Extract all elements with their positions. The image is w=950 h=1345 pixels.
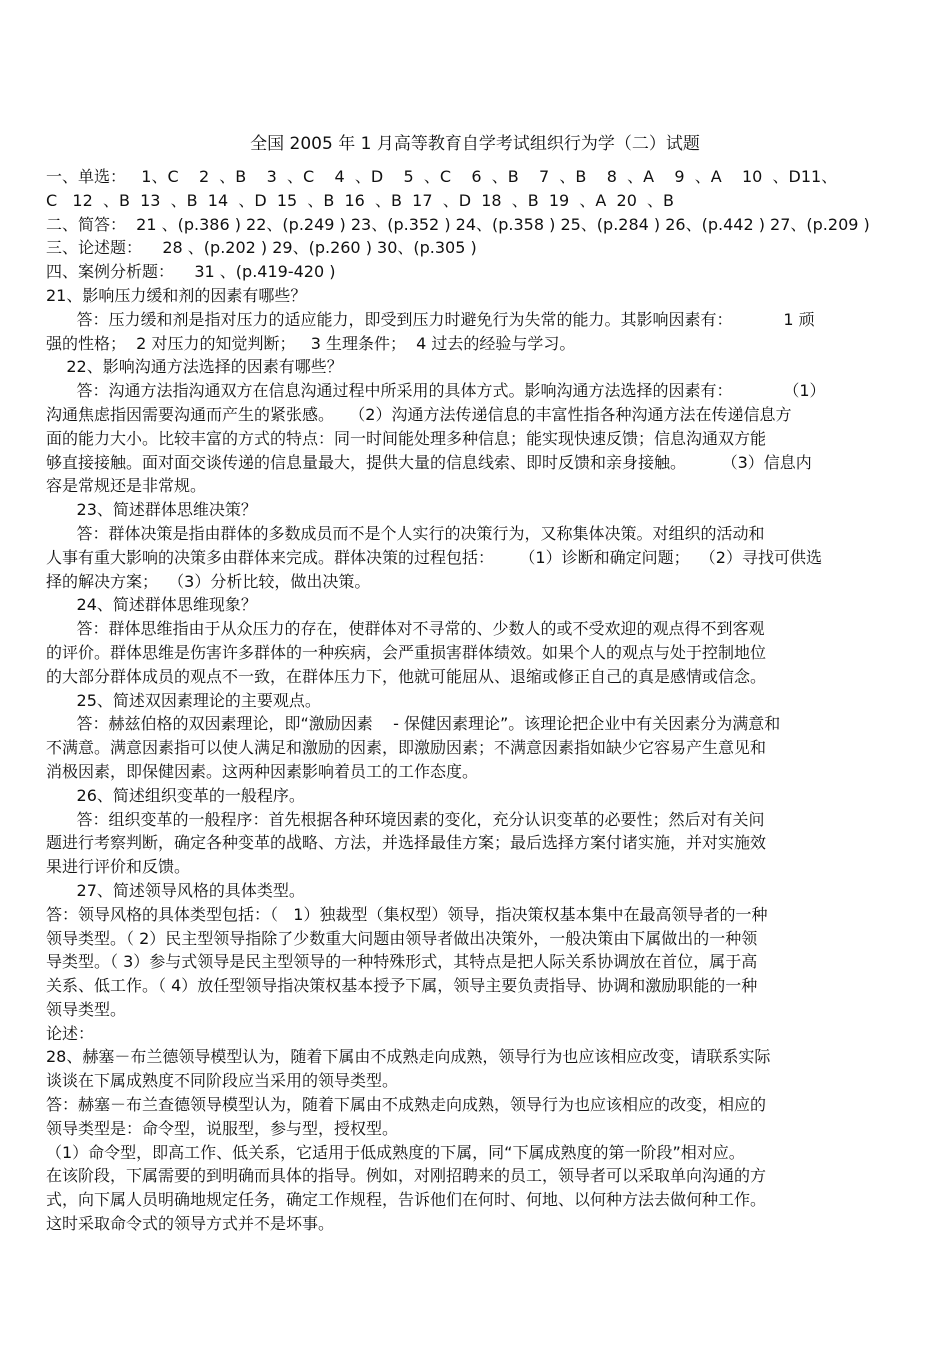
text-line: 一、单选： 1、C 2 、B 3 、C 4 、D 5 、C 6 、B 7 、B 8 、A 9 、A 10 、D11、 xyxy=(46,167,838,186)
text-line: 27、简述领导风格的具体类型。 xyxy=(46,880,305,900)
text-line: 这时采取命令式的领导方式并不是坏事。 xyxy=(46,1214,335,1234)
text-line: 25、简述双因素理论的主要观点。 xyxy=(46,690,321,710)
text-line: 24、简述群体思维现象？ xyxy=(46,595,257,615)
text-line: 领导类型。（ 2）民主型领导指除了少数重大问题由领导者做出决策外，一般决策由下属做出的一种领 xyxy=(46,928,758,948)
text-line: 26、简述组织变革的一般程序。 xyxy=(46,785,305,805)
text-line: 在该阶段，下属需要的到明确而具体的指导。例如，对刚招聘来的员工，领导者可以采取单向沟通的方 xyxy=(46,1166,767,1186)
document-body xyxy=(46,165,916,1236)
text-line: 领导类型。 xyxy=(46,999,127,1019)
text-line: 谈谈在下属成熟度不同阶段应当采用的领导类型。 xyxy=(46,1071,399,1091)
text-line: 式，向下属人员明确地规定任务，确定工作规程，告诉他们在何时、何地、以何种方法去做何种工作。 xyxy=(46,1190,767,1210)
text-line: 的评价。群体思维是伤害许多群体的一种疾病，会严重损害群体绩效。如果个人的观点与处于控制地位 xyxy=(46,642,767,662)
text-line: 答：赫塞－布兰查德领导模型认为，随着下属由不成熟走向成熟，领导行为也应该相应的改变，相应的 xyxy=(46,1095,767,1115)
text-line: 择的解决方案； （3）分析比较，做出决策。 xyxy=(46,571,371,591)
text-line: （1）命令型，即高工作、低关系，它适用于低成熟度的下属，同“下属成熟度的第一阶段”相对应。 xyxy=(46,1142,745,1162)
text-line: 题进行考察判断，确定各种变革的战略、方法，并选择最佳方案；最后选择方案付诸实施，并对实施效 xyxy=(46,833,767,853)
text-line: 消极因素，即保健因素。这两种因素影响着员工的工作态度。 xyxy=(46,761,479,781)
document-title: 全国 2005 年 1 月高等教育自学考试组织行为学（二）试题 xyxy=(250,134,700,154)
text-line: 二、简答： 21 、(p.386 ) 22、(p.249 ) 23、(p.352 ) 24、(p.358 ) 25、(p.284 ) 26、(p.442 ) 27、(p.209 ) xyxy=(46,214,870,234)
text-line: 答：沟通方法指沟通双方在信息沟通过程中所采用的具体方式。影响沟通方法选择的因素有： （1） xyxy=(46,381,826,401)
text-line: 23、简述群体思维决策？ xyxy=(46,500,257,520)
text-line: 不满意。满意因素指可以使人满足和激励的因素，即激励因素；不满意因素指如缺少它容易产生意见和 xyxy=(46,738,767,758)
text-line: 答：群体决策是指由群体的多数成员而不是个人实行的决策行为，又称集体决策。对组织的活动和 xyxy=(46,523,765,543)
text-line: 面的能力大小。比较丰富的方式的特点：同一时间能处理多种信息；能实现快速反馈；信息沟通双方能 xyxy=(46,428,767,448)
text-line: 沟通焦虑指因需要沟通而产生的紧张感。 （2）沟通方法传递信息的丰富性指各种沟通方法在传递信息方 xyxy=(46,404,792,424)
text-line: 四、案例分析题： 31 、(p.419-420 ) xyxy=(46,262,336,282)
text-line: 答：群体思维指由于从众压力的存在，使群体对不寻常的、少数人的或不受欢迎的观点得不到客观 xyxy=(46,619,765,639)
text-line: 够直接接触。面对面交谈传递的信息量最大，提供大量的信息线索、即时反馈和亲身接触。 （3）信息内 xyxy=(46,452,812,472)
text-line: 人事有重大影响的决策多由群体来完成。群体决策的过程包括： （1）诊断和确定问题； （2）寻找可供选 xyxy=(46,547,822,567)
text-line: 强的性格； 2 对压力的知觉判断； 3 生理条件； 4 过去的经验与学习。 xyxy=(46,333,576,353)
text-line: 领导类型是：命令型，说服型，参与型，授权型。 xyxy=(46,1118,399,1138)
text-line: 答：压力缓和剂是指对压力的适应能力，即受到压力时避免行为失常的能力。其影响因素有： 1 顽 xyxy=(46,309,815,329)
text-line: 答：组织变革的一般程序：首先根据各种环境因素的变化，充分认识变革的必要性；然后对有关问 xyxy=(46,809,765,829)
text-line: 论述： xyxy=(46,1023,95,1043)
text-line: 答：赫兹伯格的双因素理论，即“激励因素 - 保健因素理论”。该理论把企业中有关因素分为满意和 xyxy=(46,714,781,734)
text-line: 28、赫塞－布兰德领导模型认为，随着下属由不成熟走向成熟，领导行为也应该相应改变，请联系实际 xyxy=(46,1047,771,1067)
text-line: 答：领导风格的具体类型包括：（ 1）独裁型（集权型）领导，指决策权基本集中在最高领导者的一种 xyxy=(46,904,768,924)
text-line: 关系、低工作。（ 4）放任型领导指决策权基本授予下属，领导主要负责指导、协调和激励职能的一种 xyxy=(46,976,758,996)
text-line: 三、论述题： 28 、(p.202 ) 29、(p.260 ) 30、(p.305 ) xyxy=(46,238,477,258)
text-line: 的大部分群体成员的观点不一致，在群体压力下，他就可能屈从、退缩或修正自己的真是感情或信念。 xyxy=(46,666,767,686)
text-line: 21、影响压力缓和剂的因素有哪些？ xyxy=(46,285,307,305)
text-line: 容是常规还是非常规。 xyxy=(46,476,207,496)
text-line: 导类型。（ 3）参与式领导是民主型领导的一种特殊形式，其特点是把人际关系协调放在首位，属于高 xyxy=(46,952,758,972)
text-line: 果进行评价和反馈。 xyxy=(46,857,191,877)
text-line: 22、影响沟通方法选择的因素有哪些？ xyxy=(46,357,343,377)
text-line: C 12 、B 13 、B 14 、D 15 、B 16 、B 17 、D 18 、B 19 、A 20 、B xyxy=(46,190,675,210)
